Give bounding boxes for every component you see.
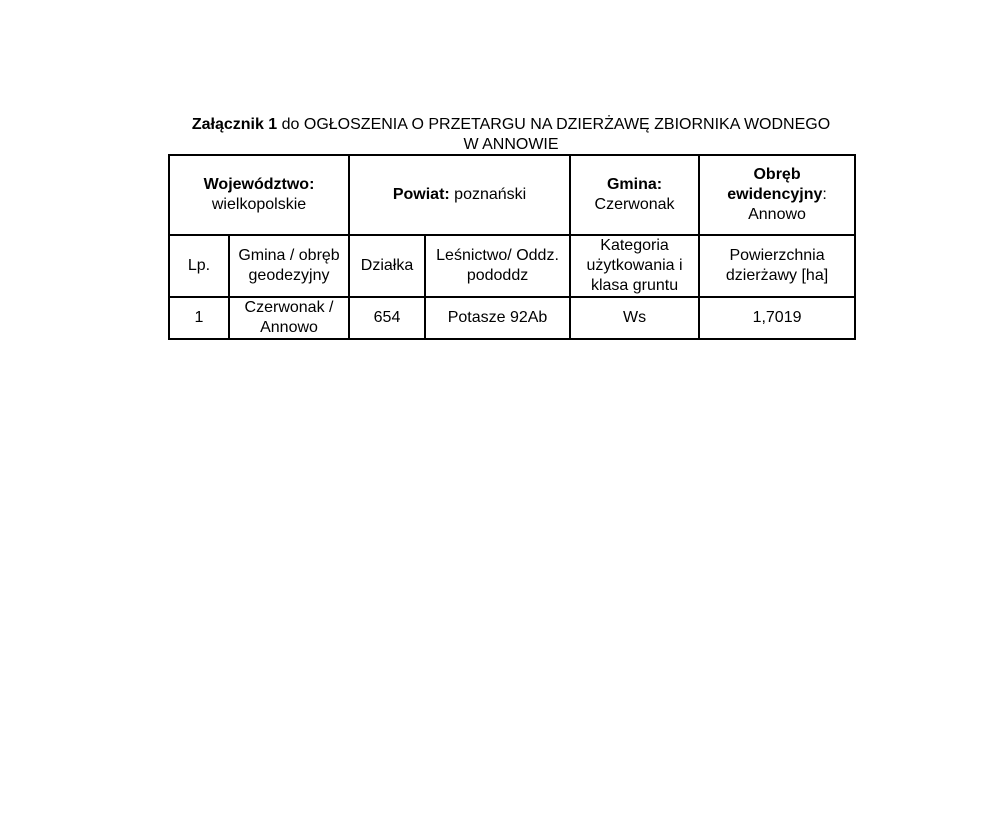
powiat-cell bbox=[349, 155, 570, 235]
cell-lp: 1 bbox=[169, 297, 229, 339]
col-header-lesnictwo: Leśnictwo/ Oddz. pododdz bbox=[425, 235, 570, 297]
obreb-colon: : bbox=[822, 186, 827, 203]
cell-dzialka: 654 bbox=[349, 297, 425, 339]
obreb-value: Annowo bbox=[748, 206, 806, 223]
cell-powierzchnia: 1,7019 bbox=[699, 297, 855, 339]
col-header-powierzchnia: Powierzchnia dzierżawy [ha] bbox=[699, 235, 855, 297]
col-header-kategoria: Kategoria użytkowania i klasa gruntu bbox=[570, 235, 699, 297]
gmina-value: Czerwonak bbox=[594, 196, 675, 213]
document-title bbox=[168, 115, 854, 155]
cell-gmina-obreb: Czerwonak / Annowo bbox=[229, 297, 349, 339]
col-header-gmina-obreb: Gmina / obręb geodezyjny bbox=[229, 235, 349, 297]
wojewodztwo-label: Województwo: bbox=[203, 176, 315, 193]
wojewodztwo-value: wielkopolskie bbox=[211, 196, 307, 213]
tender-table bbox=[168, 154, 856, 340]
obreb-label: Obręb ewidencyjny bbox=[727, 166, 823, 203]
title-bold: Załącznik 1 bbox=[191, 116, 278, 133]
title-rest: do OGŁOSZENIA O PRZETARGU NA DZIERŻAWĘ ZBIORNIKA WODNEGO bbox=[277, 116, 831, 133]
location-header-row bbox=[169, 155, 855, 235]
powiat-value: poznański bbox=[449, 186, 527, 203]
wojewodztwo-cell bbox=[169, 155, 349, 235]
cell-lesnictwo: Potasze 92Ab bbox=[425, 297, 570, 339]
obreb-cell bbox=[699, 155, 855, 235]
powiat-label: Powiat: bbox=[392, 186, 450, 203]
col-header-lp: Lp. bbox=[169, 235, 229, 297]
cell-kategoria: Ws bbox=[570, 297, 699, 339]
column-header-row bbox=[169, 235, 855, 297]
col-header-dzialka: Działka bbox=[349, 235, 425, 297]
table-row bbox=[169, 297, 855, 339]
title-line2: W ANNOWIE bbox=[463, 136, 559, 153]
gmina-cell bbox=[570, 155, 699, 235]
gmina-label: Gmina: bbox=[606, 176, 663, 193]
